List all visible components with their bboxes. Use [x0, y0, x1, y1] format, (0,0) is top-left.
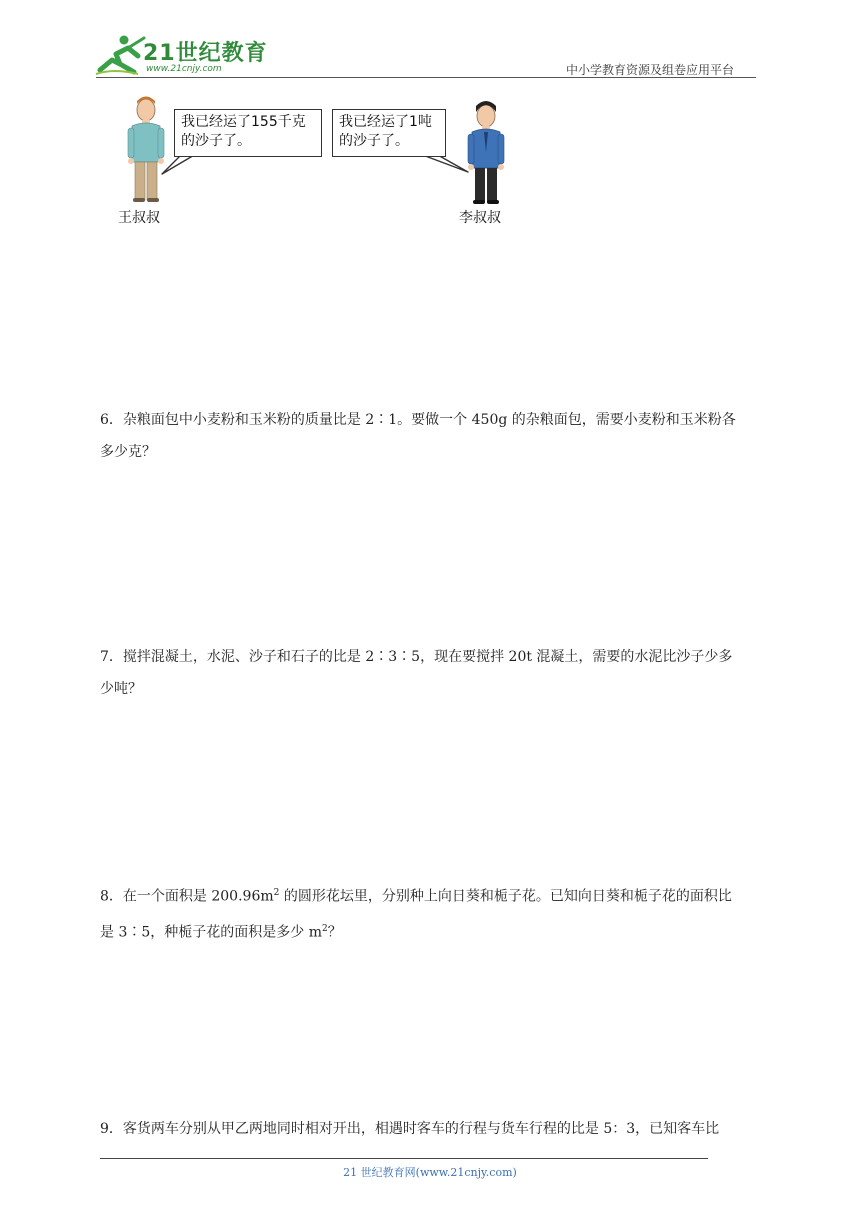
question-8-line1 [100, 877, 764, 913]
question-text: 搅拌混凝土，水泥、沙子和石子的比是 2∶3∶5，现在要搅拌 20t 混凝土，需要的水泥比沙子少多 [122, 649, 733, 665]
logo-text: 21世纪教育 [143, 41, 268, 66]
question-text: ？ [327, 924, 342, 941]
li-speech-line1: 我已经运了1吨 [339, 114, 432, 130]
question-7-line2: 少吨？ [100, 681, 142, 697]
question-8-line2 [100, 913, 764, 949]
header-platform-text: 中小学教育资源及组卷应用平台 [566, 63, 735, 77]
wang-speech-line2: 的沙子了。 [181, 133, 251, 149]
question-9 [100, 1113, 764, 1145]
question-6-line2: 多少克？ [100, 444, 156, 460]
question-text: 是 3∶5，种栀子花的面积是多少 m [100, 924, 322, 941]
header-divider [96, 77, 756, 78]
question-text: 杂粮面包中小麦粉和玉米粉的质量比是 2∶1。要做一个 450g 的杂粮面包，需要小麦粉和玉米粉各 [122, 412, 736, 428]
footer-text: 21 世纪教育网(www.21cnjy.com) [343, 1166, 517, 1179]
li-speech-line2: 的沙子了。 [339, 133, 409, 149]
question-number: 8． [100, 888, 123, 905]
question-number: 7． [100, 649, 123, 665]
wang-name-label: 王叔叔 [118, 210, 160, 226]
question-number: 9． [100, 1121, 123, 1137]
footer-divider [100, 1158, 708, 1159]
question-text: 的圆形花坛里，分别种上向日葵和栀子花。已知向日葵和栀子花的面积比 [279, 888, 732, 905]
question-7 [100, 641, 764, 705]
superscript: 2 [322, 923, 328, 934]
wang-speech-bubble [174, 109, 322, 157]
question-text: 在一个面积是 200.96m [122, 888, 274, 905]
question-text: 客货两车分别从甲乙两地同时相对开出，相遇时客车的行程与货车行程的比是 5：3，已知客车比 [122, 1121, 720, 1137]
li-name-label: 李叔叔 [459, 210, 501, 226]
wang-person-figure [128, 97, 164, 203]
question-6 [100, 404, 764, 468]
question-7-line1 [100, 641, 764, 673]
wang-speech-line1: 我已经运了155千克 [181, 114, 306, 130]
question-number: 6． [100, 412, 123, 428]
question-6-line1 [100, 404, 764, 436]
logo-url: www.21cnjy.com [146, 64, 222, 74]
li-person-figure [468, 101, 504, 204]
question-8 [100, 877, 764, 948]
superscript: 2 [273, 888, 280, 898]
li-speech-bubble [332, 109, 446, 157]
question-9-line1 [100, 1113, 764, 1145]
